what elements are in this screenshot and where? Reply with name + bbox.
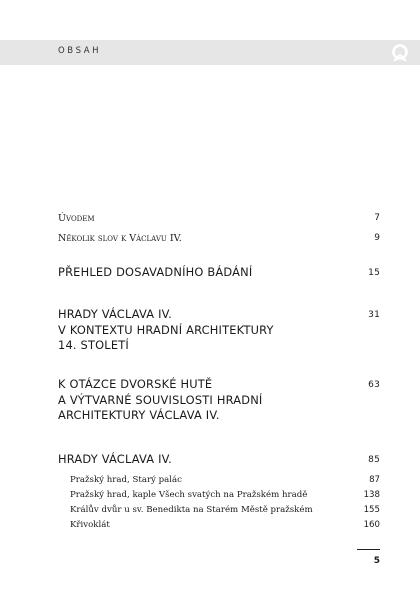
stylized-logo-icon: [390, 43, 410, 62]
toc-subentry-title: Křivoklát: [70, 520, 110, 530]
toc-page-number: 63: [368, 380, 380, 390]
toc-page-number: 160: [363, 520, 380, 530]
toc-part-research-overview[interactable]: [58, 265, 380, 281]
toc-entry-title: Úvodem: [58, 213, 95, 224]
toc-entry-title: Několik slov k Václavu IV.: [58, 233, 182, 244]
toc-part-title-line: V KONTEXTU HRADNÍ ARCHITEKTURY: [58, 322, 274, 337]
toc-page-number: 85: [368, 455, 380, 465]
toc-subentry-title: Pražský hrad, kaple Všech svatých na Pražském hradě: [70, 490, 308, 500]
toc-page-number: 15: [368, 268, 380, 278]
toc-subentry-title: Pražský hrad, Starý palác: [70, 475, 182, 485]
toc-subentry[interactable]: [70, 490, 380, 500]
toc-part-title-line: HRADY VÁCLAVA IV.: [58, 307, 172, 321]
page-number: 5: [373, 556, 380, 566]
toc-page-number: 9: [374, 233, 380, 243]
toc-page-number: 155: [363, 505, 380, 515]
toc-part-title: HRADY VÁCLAVA IV.: [58, 452, 172, 466]
toc-entry-foreword[interactable]: [58, 233, 380, 244]
toc-subentry[interactable]: [70, 520, 380, 530]
toc-page-number: 7: [374, 213, 380, 223]
toc-part-castles[interactable]: [58, 452, 380, 468]
toc-part-court-workshop[interactable]: [58, 377, 380, 424]
toc-subentry[interactable]: [70, 505, 380, 515]
toc-subentry[interactable]: [70, 475, 380, 485]
toc-part-title-line: A VÝTVARNÉ SOUVISLOSTI HRADNÍ: [58, 392, 263, 407]
toc-entry-intro[interactable]: [58, 213, 380, 224]
toc-part-title-line: K OTÁZCE DVORSKÉ HUTĚ: [58, 377, 213, 391]
toc-part-castles-context[interactable]: [58, 307, 380, 354]
toc-part-title-line: 14. STOLETÍ: [58, 338, 129, 353]
toc-page-number: 31: [368, 310, 380, 320]
toc-page-number: 87: [369, 475, 380, 485]
toc-page-number: 138: [363, 490, 380, 500]
toc-subentry-title: Králův dvůr u sv. Benedikta na Starém Městě pražském: [70, 505, 313, 515]
toc-part-title: PŘEHLED DOSAVADNÍHO BÁDÁNÍ: [58, 265, 253, 279]
page-number-rule: [357, 549, 380, 550]
section-title: OBSAH: [58, 46, 102, 56]
toc-part-title-line: ARCHITEKTURY VÁCLAVA IV.: [58, 408, 220, 423]
